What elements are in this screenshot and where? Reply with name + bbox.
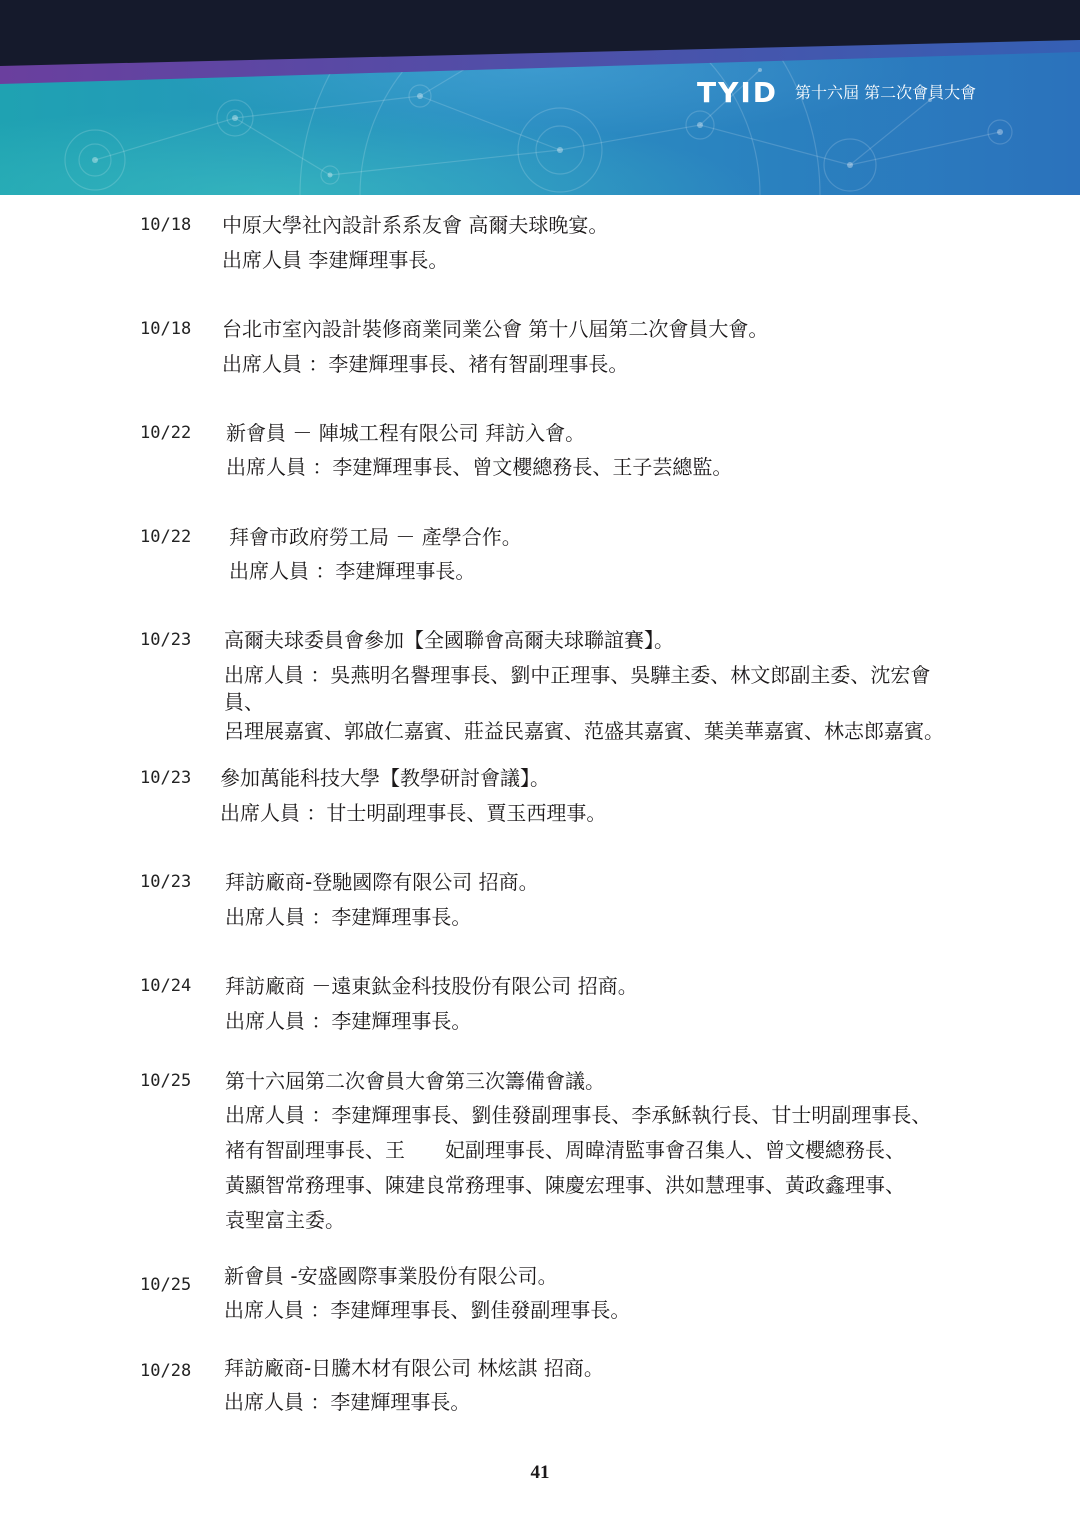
entry-title: 參加萬能科技大學【教學研討會議】。 (220, 766, 550, 790)
entry-attendees: 出席人員 李建輝理事長。 (222, 248, 449, 272)
entry-title: 拜訪廠商-日騰木材有限公司 林炫諆 招商。 (224, 1356, 604, 1380)
entry-attendees: 出席人員 ：李建輝理事長。 (224, 1390, 471, 1414)
entry-date: 10/22 (140, 527, 192, 547)
entry-date: 10/18 (140, 319, 192, 339)
entry-attendees: 黃顯智常務理事、陳建良常務理事、陳慶宏理事、洪如慧理事、黃政鑫理事、 (225, 1173, 905, 1197)
entry-attendees: 員、 (224, 690, 264, 714)
entry-attendees: 出席人員 ：李建輝理事長、褚有智副理事長。 (222, 352, 629, 376)
entry-title: 新會員 － 陣城工程有限公司 拜訪入會。 (226, 421, 586, 445)
entry-date: 10/18 (140, 215, 192, 235)
entry-date: 10/28 (140, 1361, 192, 1381)
entry-attendees: 出席人員 ：甘士明副理事長、賈玉西理事。 (220, 801, 607, 825)
entry-date: 10/25 (140, 1275, 192, 1295)
entry-title: 第十六屆第二次會員大會第三次籌備會議。 (225, 1069, 605, 1093)
entry-attendees: 出席人員 ：李建輝理事長、曾文櫻總務長、王子芸總監。 (226, 455, 733, 479)
entry-title: 高爾夫球委員會參加【全國聯會高爾夫球聯誼賽】。 (224, 628, 674, 652)
entry-title: 中原大學社內設計系系友會 高爾夫球晚宴。 (222, 213, 609, 237)
entry-attendees: 褚有智副理事長、王 妃副理事長、周暐清監事會召集人、曾文櫻總務長、 (225, 1138, 905, 1162)
page-number: 41 (530, 1462, 550, 1483)
header-banner (0, 0, 1080, 195)
entry-title: 台北市室內設計裝修商業同業公會 第十八屆第二次會員大會。 (222, 317, 769, 341)
entry-date: 10/25 (140, 1071, 192, 1091)
entry-title: 拜訪廠商-登馳國際有限公司 招商。 (225, 870, 539, 894)
entry-date: 10/23 (140, 630, 192, 650)
tyid-logo: TYID (697, 76, 779, 109)
entry-attendees: 出席人員 ：李建輝理事長、劉佳發副理事長、李承穌執行長、甘士明副理事長、 (225, 1103, 932, 1127)
entry-date: 10/23 (140, 872, 192, 892)
entry-date: 10/22 (140, 423, 192, 443)
entry-date: 10/24 (140, 976, 192, 996)
entry-title: 拜會市政府勞工局 － 產學合作。 (229, 525, 522, 549)
entry-attendees: 呂理展嘉賓、郭啟仁嘉賓、莊益民嘉賓、范盛其嘉賓、葉美華嘉賓、林志郎嘉賓。 (224, 719, 944, 743)
entry-attendees: 出席人員 ：吳燕明名譽理事長、劉中正理事、吳驊主委、林文郎副主委、沈宏會 (224, 663, 931, 687)
header-subtitle: 第十六屆 第二次會員大會 (795, 83, 977, 102)
entry-attendees: 出席人員 ：李建輝理事長、劉佳發副理事長。 (224, 1298, 631, 1322)
entry-attendees: 出席人員 ：李建輝理事長。 (225, 1009, 472, 1033)
entry-title: 拜訪廠商 －遠東鈦金科技股份有限公司 招商。 (225, 974, 638, 998)
entry-date: 10/23 (140, 768, 192, 788)
entry-attendees: 出席人員 ：李建輝理事長。 (229, 559, 476, 583)
entry-attendees: 出席人員 ：李建輝理事長。 (225, 905, 472, 929)
entry-attendees: 袁聖富主委。 (225, 1208, 345, 1232)
entry-title: 新會員 -安盛國際事業股份有限公司。 (224, 1264, 558, 1288)
